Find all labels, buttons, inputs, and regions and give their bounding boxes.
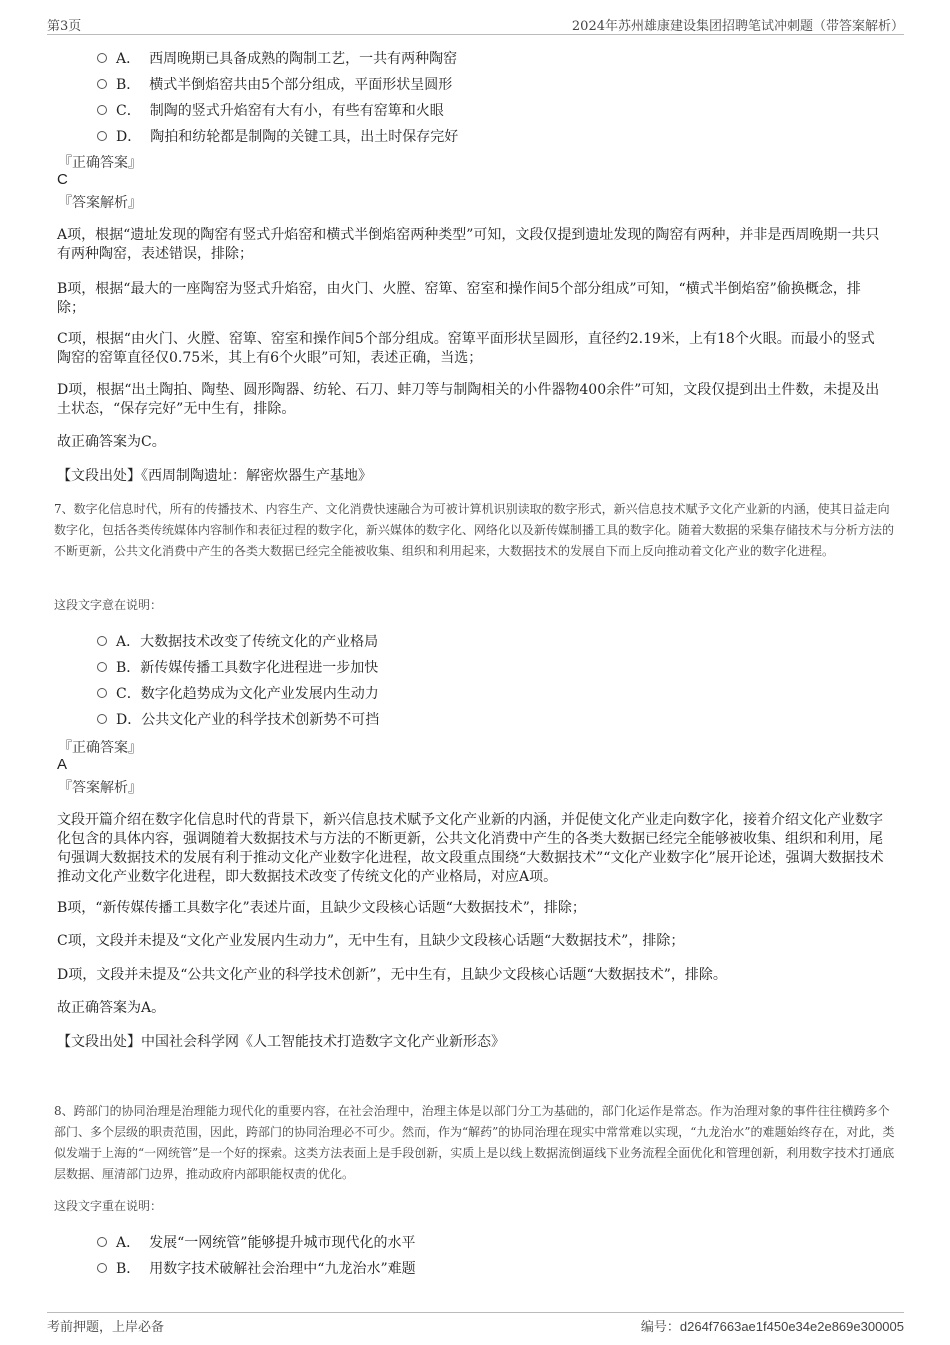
q7-analysis-c: C项，文段并未提及“文化产业发展内生动力”，无中生有，且缺少文段核心话题“大数据技术”，排除； xyxy=(57,933,685,949)
q6-option-d[interactable]: D． 陶拍和纺轮都是制陶的关键工具，出土时保存完好 xyxy=(97,126,458,146)
q8-lead: 这段文字重在说明： xyxy=(54,1199,163,1213)
q6-analysis-a: A项，根据“遗址发现的陶窑有竖式升焰窑和横式半倒焰窑两种类型”可知，文段仅提到遗址发现的陶窑有两种，并非是西周晚期一共只有两种陶窑，表述错误，排除； xyxy=(57,227,880,262)
q7-analysis-main: 文段开篇介绍在数字化信息时代的背景下，新兴信息技术赋予文化产业新的内涵，并促使文化产业走向数字化，接着介绍文化产业数字化包含的具体内容，强调随着大数据技术与方法的不断更新，公共文化消费中产生的各类大数据已经完全能够被收集、组织和利用，尾句强调大数据技术的发展有利于推动文化产业数字化进程，故文段重点围绕“大数据技术”“文化产业数字化”展开论述，强调大数据技术推动文化产业数字化进程，即大数据技术改变了传统文化的产业格局，对应A项。 xyxy=(57,812,884,885)
q6-answer: C xyxy=(57,171,68,188)
radio-icon[interactable] xyxy=(97,1263,107,1273)
q7-answer: A xyxy=(57,756,68,773)
q8-option-b[interactable]: B． 用数字技术破解社会治理中“九龙治水”难题 xyxy=(97,1258,416,1278)
q6-analysis-d: D项，根据“出土陶拍、陶垫、圆形陶器、纺轮、石刀、蚌刀等与制陶相关的小件器物400余件”可知，文段仅提到出土件数，未提及出土状态，“保存完好”无中生有，排除。 xyxy=(57,382,880,417)
page-footer xyxy=(47,1312,904,1335)
q6-option-a[interactable]: A． 西周晚期已具备成熟的陶制工艺，一共有两种陶窑 xyxy=(97,48,457,68)
q6-option-b[interactable]: B． 横式半倒焰窑共由5个部分组成，平面形状呈圆形 xyxy=(97,74,452,94)
radio-icon[interactable] xyxy=(97,714,107,724)
q7-analysis-d: D项，文段并未提及“公共文化产业的科学技术创新”，无中生有，且缺少文段核心话题“大数据技术”，排除。 xyxy=(57,967,727,983)
q6-answer-label: 『正确答案』 xyxy=(58,155,142,171)
radio-icon[interactable] xyxy=(97,688,107,698)
q8-text: 8、跨部门的协同治理是治理能力现代化的重要内容，在社会治理中，治理主体是以部门分工为基础的，部门化运作是常态。作为治理对象的事件往往横跨多个部门、多个层级的职责范围，因此，跨部门的协同治理必不可少。然而，作为“解药”的协同治理在现实中常常难以实现，“九龙治水”的难题始终存在，对此，类似发端于上海的“一网统管”是一个好的探索。这类方法表面上是手段创新，实质上是以线上数据流倒逼线下业务流程全面优化和管理创新，利用数字技术打通底层数据、厘清部门边界，推动政府内部职能权责的优化。 xyxy=(54,1104,895,1181)
code-value: d264f7663ae1f450e34e2e869e300005 xyxy=(679,1319,904,1334)
radio-icon[interactable] xyxy=(97,662,107,672)
document-title: 2024年苏州雄康建设集团招聘笔试冲刺题（带答案解析） xyxy=(571,19,904,34)
q7-option-d[interactable]: D．公共文化产业的科学技术创新势不可挡 xyxy=(97,709,379,729)
q6-analysis-label: 『答案解析』 xyxy=(58,195,142,211)
q7-text: 7、数字化信息时代，所有的传播技术、内容生产、文化消费快速融合为可被计算机识别读取的数字形式，新兴信息技术赋予文化产业新的内涵，使其日益走向数字化，包括各类传统媒体内容制作和表征过程的数字化，新兴媒体的数字化、网络化以及新传媒制播工具的数字化。随着大数据的采集存储技术与分析方法的不断更新，公共文化消费中产生的各类大数据已经完全能被收集、组织和利用起来，大数据技术的发展自下而上反向推动着文化产业的数字化进程。 xyxy=(54,502,895,558)
radio-icon[interactable] xyxy=(97,1237,107,1247)
q7-conclusion: 故正确答案为A。 xyxy=(57,1000,166,1016)
q7-option-b[interactable]: B．新传媒传播工具数字化进程进一步加快 xyxy=(97,657,378,677)
q6-analysis-b: B项，根据“最大的一座陶窑为竖式升焰窑，由火门、火膛、窑箄、窑室和操作间5个部分组成”可知，“横式半倒焰窑”偷换概念，排除； xyxy=(57,281,861,316)
radio-icon[interactable] xyxy=(97,131,107,141)
q7-analysis-label: 『答案解析』 xyxy=(58,780,142,796)
document-code xyxy=(641,1316,904,1335)
q7-option-c[interactable]: C．数字化趋势成为文化产业发展内生动力 xyxy=(97,683,379,703)
q7-analysis-b: B项，“新传媒传播工具数字化”表述片面，且缺少文段核心话题“大数据技术”，排除； xyxy=(57,900,586,916)
q8-option-a[interactable]: A． 发展“一网统管”能够提升城市现代化的水平 xyxy=(97,1232,415,1252)
q7-answer-label: 『正确答案』 xyxy=(58,740,142,756)
q6-source: 【文段出处】《西周制陶遗址：解密炊器生产基地》 xyxy=(57,468,372,484)
q7-source: 【文段出处】中国社会科学网《人工智能技术打造数字文化产业新形态》 xyxy=(57,1034,505,1050)
q7-option-a[interactable]: A．大数据技术改变了传统文化的产业格局 xyxy=(97,631,378,651)
radio-icon[interactable] xyxy=(97,79,107,89)
footer-slogan: 考前押题，上岸必备 xyxy=(47,1320,165,1335)
page-number: 第3页 xyxy=(47,19,82,34)
q6-analysis-c: C项，根据“由火门、火膛、窑箄、窑室和操作间5个部分组成。窑箄平面形状呈圆形，直径约2.19米，上有18个火眼。而最小的竖式陶窑的窑箄直径仅0.75米，其上有6个火眼”可知，表述正确，当选； xyxy=(57,331,875,366)
page-header xyxy=(47,14,904,35)
code-label: 编号： xyxy=(640,1320,680,1335)
q7-lead: 这段文字意在说明： xyxy=(54,598,163,612)
q6-option-c[interactable]: C． 制陶的竖式升焰窑有大有小，有些有窑箄和火眼 xyxy=(97,100,444,120)
q6-conclusion: 故正确答案为C。 xyxy=(57,434,166,450)
radio-icon[interactable] xyxy=(97,53,107,63)
radio-icon[interactable] xyxy=(97,636,107,646)
radio-icon[interactable] xyxy=(97,105,107,115)
